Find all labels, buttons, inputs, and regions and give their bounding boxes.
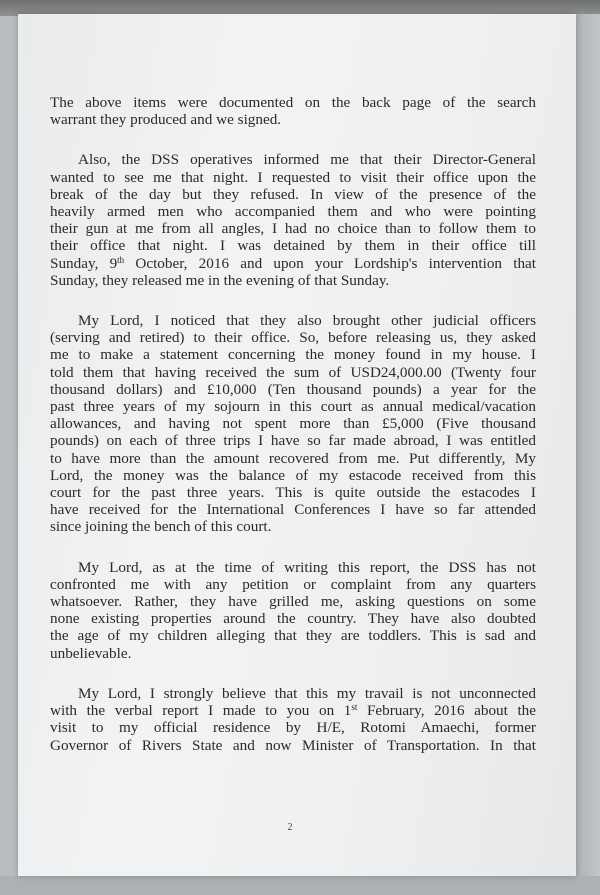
text-line: told them that having received the sum of USD24,000.00 (Twenty four <box>50 363 536 381</box>
text-line: none existing properties around the country. They have also doubted <box>50 610 536 628</box>
paragraph-statement <box>50 312 536 536</box>
text-line: wanted to see me that night. I requested to visit their office upon the <box>50 168 536 186</box>
paragraph-travail <box>50 685 536 754</box>
text-line: Sunday, they released me in the evening of that Sunday. <box>50 271 390 289</box>
text-line: visit to my official residence by H/E, Rotomi Amaechi, former <box>50 719 536 737</box>
text-line: The above items were documented on the back page of the search <box>50 94 536 111</box>
text-line: to have more than the amount recovered from me. Put differently, My <box>50 449 536 467</box>
text-line: since joining the bench of this court. <box>50 518 272 536</box>
text-line: with the verbal report I made to you on 1st February, 2016 about the <box>50 702 536 720</box>
text-line: My Lord, as at the time of writing this report, the DSS has not <box>78 558 536 576</box>
background-edge-right <box>576 14 600 876</box>
text-line: heavily armed men who accompanied them and who were pointing <box>50 203 536 221</box>
text-line: thousand dollars) and £10,000 (Ten thousand pounds) a year for the <box>50 380 536 398</box>
text-line: Lord, the money was the balance of my estacode received from this <box>50 466 536 484</box>
paragraph-search-warrant <box>50 94 536 128</box>
text-line: My Lord, I noticed that they also brought other judicial officers <box>78 312 536 330</box>
text-line: break of the day but they refused. In view of the presence of the <box>50 185 536 203</box>
text-line: Sunday, 9th October, 2016 and upon your Lordship's intervention that <box>50 254 536 272</box>
text-line: confronted me with any petition or complaint from any quarters <box>50 575 536 593</box>
text-line: me to make a statement concerning the money found in my house. I <box>50 346 536 364</box>
background-strip-bottom <box>0 876 600 895</box>
text-line: warrant they produced and we signed. <box>50 111 282 129</box>
text-line: Governor of Rivers State and now Minister of Transportation. In that <box>50 736 536 754</box>
paragraph-detention <box>50 151 536 289</box>
document-body <box>50 94 536 777</box>
text-line: My Lord, I strongly believe that this my travail is not unconnected <box>78 684 536 702</box>
text-line: court for the past three years. This is quite outside the estacodes I <box>50 484 536 502</box>
text-line: whatsoever. Rather, they have grilled me, asking questions on some <box>50 593 536 611</box>
page-number: 2 <box>287 822 293 833</box>
text-line: Also, the DSS operatives informed me that their Director-General <box>78 151 536 169</box>
text-line: pounds) on each of three trips I have so far made abroad, I was entitled <box>50 432 536 450</box>
text-line: past three years of my sojourn in this court as annual medical/vacation <box>50 398 536 416</box>
paragraph-no-petition <box>50 559 536 662</box>
text-line: have received for the International Conferences I have so far attended <box>50 501 536 519</box>
text-line: the age of my children alleging that they are toddlers. This is sad and <box>50 627 536 645</box>
text-line: allowances, and having not spent more than £5,000 (Five thousand <box>50 415 536 433</box>
text-line: (serving and retired) to their office. So, before releasing us, they asked <box>50 329 536 347</box>
text-line: their gun at me from all angles, I had no choice than to follow them to <box>50 220 536 238</box>
text-line: unbelievable. <box>50 644 132 662</box>
text-line: their office that night. I was detained by them in their office till <box>50 237 536 255</box>
